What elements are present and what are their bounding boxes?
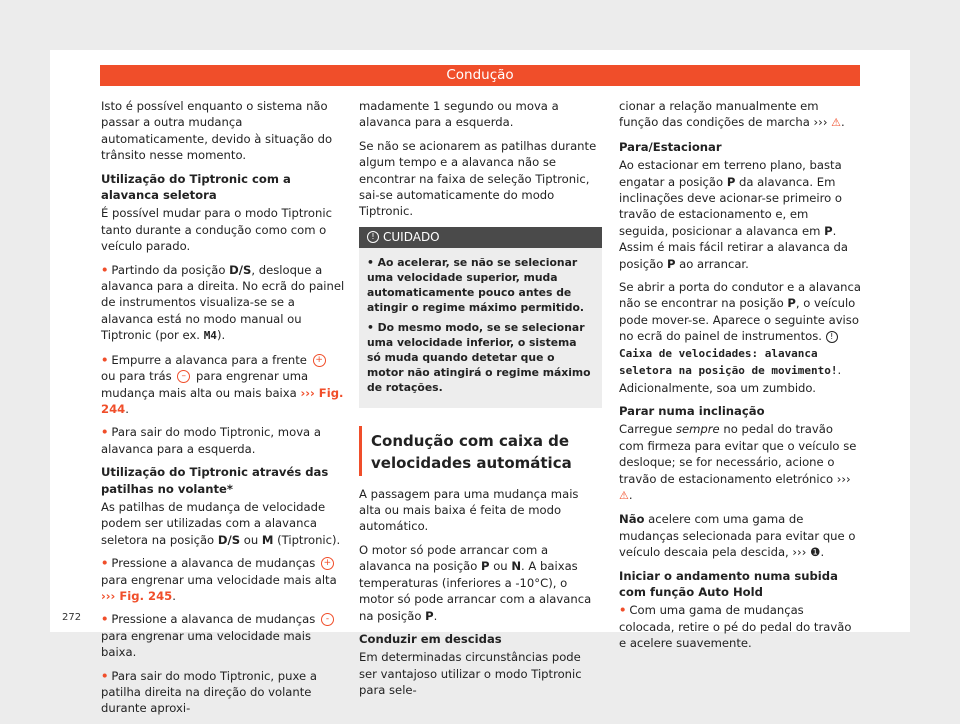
page-header: Condução — [100, 65, 860, 86]
figure-link[interactable]: ››› Fig. 244 — [101, 385, 344, 416]
subheading: Utilização do Tiptronic através das patilhas no volante* — [101, 465, 329, 496]
text: Carregue — [619, 422, 676, 437]
text: ). — [216, 328, 226, 343]
text: ou — [240, 532, 262, 547]
text-bold: P — [481, 559, 490, 574]
paragraph: Carregue sempre no pedal do travão com firmeza para evitar que o veículo se desloque; se for necessário, acione o travão de estacionamento eletrónico ››› ⚠. — [619, 422, 857, 502]
text: Pressione a alavanca de mudanças — [111, 556, 319, 571]
text: O motor só pode arrancar com a alavanca na posição — [359, 542, 549, 574]
bullet-icon: • — [101, 262, 109, 277]
text-bold: M — [261, 532, 274, 547]
text: . Assim é mais fácil retirar a alavanca da posição — [619, 223, 848, 271]
paragraph: Isto é possível enquanto o sistema não passar a outra mudança automaticamente, devido à situação do trânsito nesse momento. — [101, 99, 333, 163]
text: Partindo da posição — [111, 262, 230, 277]
text-bold: N — [511, 559, 522, 574]
paragraph: É possível mudar para o modo Tiptronic tanto durante a condução como com o veículo parado. — [101, 206, 332, 254]
text: . — [433, 608, 438, 623]
text: para engrenar uma mudança mais alta ou mais baixa — [101, 369, 309, 400]
plus-icon: + — [321, 557, 334, 570]
text: no pedal do travão com firmeza para evitar que o veículo se desloque; se for necessário, acione o travão de estacionamento eletrónico ››› — [619, 422, 857, 486]
list-item: • Empurre a alavanca para a frente + ou para trás – para engrenar uma mudança mais alta ou mais baixa ››› Fig. 244. — [101, 352, 344, 416]
plus-icon: + — [313, 354, 326, 367]
bullet-icon: • — [367, 320, 378, 334]
text: para engrenar uma velocidade mais alta — [101, 572, 337, 587]
text-bold: P — [824, 223, 833, 238]
list-item — [619, 602, 861, 651]
column-2 — [359, 98, 602, 706]
subheading: Parar numa inclinação — [619, 403, 765, 418]
text: As patilhas de mudança de velocidade podem ser utilizadas com a alavanca seletora na posição — [101, 499, 326, 547]
column-3 — [619, 98, 861, 659]
page-number: 272 — [62, 612, 82, 623]
warning-icon[interactable]: ⚠ — [831, 116, 842, 130]
caution-body — [359, 248, 602, 408]
column-1 — [101, 98, 345, 724]
warning-icon[interactable]: ⚠ — [619, 488, 629, 502]
bullet-icon: • — [101, 352, 109, 367]
paragraph — [359, 542, 602, 624]
list-item — [101, 424, 345, 457]
caution-header — [359, 227, 602, 248]
text: Com uma gama de mudanças colocada, retire o pé do pedal do travão e acelere suavemente. — [619, 603, 852, 651]
text: cionar a relação manualmente em função das condições de marcha ››› — [619, 99, 828, 130]
minus-icon: - — [321, 613, 334, 626]
text: Do mesmo modo, se se selecionar uma velocidade inferior, o sistema só muda quando detetar que o motor não atingirá o regime máximo de rotações. — [367, 320, 591, 395]
list-item: • Pressione a alavanca de mudanças + para engrenar uma velocidade mais alta ››› Fig. 245. — [101, 556, 337, 603]
bullet-icon: • — [367, 255, 378, 269]
text-bold: P — [425, 608, 434, 623]
display-message: Caixa de velocidades: alavanca seletora na posição de movimento! — [619, 346, 838, 378]
text: . Adicionalmente, soa um zumbido. — [619, 363, 842, 395]
text: Ao estacionar em terreno plano, basta engatar a posição — [619, 158, 842, 189]
text: ou para trás — [101, 369, 176, 384]
paragraph: A passagem para uma mudança mais alta ou mais baixa é feita de modo automático. — [359, 486, 579, 534]
bullet-icon: • — [101, 556, 109, 571]
paragraph — [619, 279, 861, 396]
text: Empurre a alavanca para a frente — [111, 352, 311, 367]
paragraph: Não acelere com uma gama de mudanças selecionada para evitar que o veículo descaia pela descida, ››› ❶. — [619, 512, 856, 560]
text-italic: sempre — [675, 422, 720, 437]
display-code: M4 — [203, 329, 217, 343]
subheading: Iniciar o andamento numa subida com função Auto Hold — [619, 568, 838, 599]
list-item — [101, 668, 345, 717]
text: ou — [489, 559, 512, 574]
section-title: Condução com caixa de velocidades automática — [359, 426, 602, 476]
text-bold: P — [787, 296, 796, 311]
bullet-icon: • — [101, 668, 109, 683]
paragraph — [101, 499, 345, 548]
text: , o veículo pode mover-se. Aparece o seguinte aviso no ecrã do painel de instrumentos. — [619, 296, 859, 344]
caution-title: CUIDADO — [383, 229, 440, 244]
text: . A baixas temperaturas (inferiores a -10°C), o motor só pode arrancar com a alavanca na posição — [359, 559, 592, 623]
text: Ao acelerar, se não se selecionar uma velocidade superior, muda automaticamente pouco antes de atingir o regime máximo permitido. — [367, 255, 584, 315]
text: Se abrir a porta do condutor e a alavanca não se encontrar na posição — [619, 280, 862, 311]
text: Para sair do modo Tiptronic, mova a alavanca para a esquerda. — [101, 425, 321, 456]
paragraph: Em determinadas circunstâncias pode ser vantajoso utilizar o modo Tiptronic para sele- — [359, 650, 582, 698]
list-item — [367, 255, 594, 316]
text-bold: Não — [619, 512, 645, 527]
note-icon[interactable]: ❶ — [810, 545, 821, 560]
subheading: Conduzir em descidas — [359, 631, 502, 646]
text-bold: D/S — [217, 532, 241, 547]
paragraph: Se não se acionarem as patilhas durante algum tempo e a alavanca não se encontrar na faixa de seleção Tiptronic, sai-se automaticamente do modo Tiptronic. — [359, 138, 597, 219]
list-item — [101, 611, 345, 660]
bullet-icon: • — [101, 425, 109, 440]
paragraph: cionar a relação manualmente em função das condições de marcha ››› ⚠. — [619, 99, 845, 130]
text: acelere com uma gama de mudanças selecionada para evitar que o veículo descaia pela descida, ››› — [619, 512, 856, 560]
info-icon: ! — [367, 231, 379, 243]
text: , desloque a alavanca para a direita. No ecrã do painel de instrumentos visualiza-se se a alavanca está no modo manual ou Tiptronic (por ex. — [101, 262, 345, 343]
minus-icon: – — [177, 370, 190, 383]
text: da alavanca. Em inclinações deve acionar-se primeiro o travão de estacionamento e, em seguida, posicionar a alavanca em — [619, 174, 843, 238]
bullet-icon: • — [619, 603, 627, 618]
figure-link[interactable]: ››› Fig. 245 — [101, 588, 173, 603]
text: ao arrancar. — [675, 256, 749, 271]
list-item — [367, 320, 594, 396]
subheading: Para/Estacionar — [619, 139, 722, 154]
list-item — [101, 262, 345, 345]
paragraph: madamente 1 segundo ou mova a alavanca para a esquerda. — [359, 99, 559, 130]
text: Para sair do modo Tiptronic, puxe a patilha direita na direção do volante durante aproxi- — [101, 668, 317, 716]
caution-box — [359, 227, 602, 408]
text-bold: P — [666, 256, 676, 271]
info-icon: ! — [826, 331, 838, 343]
paragraph — [619, 157, 861, 272]
text: para engrenar uma velocidade mais baixa. — [101, 628, 312, 660]
text: Pressione a alavanca de mudanças — [111, 612, 319, 627]
text-bold: P — [726, 174, 736, 189]
subheading: Utilização do Tiptronic com a alavanca seletora — [101, 171, 291, 203]
bullet-icon: • — [101, 612, 109, 627]
text-bold: D/S — [229, 262, 252, 277]
text: (Tiptronic). — [273, 532, 341, 547]
